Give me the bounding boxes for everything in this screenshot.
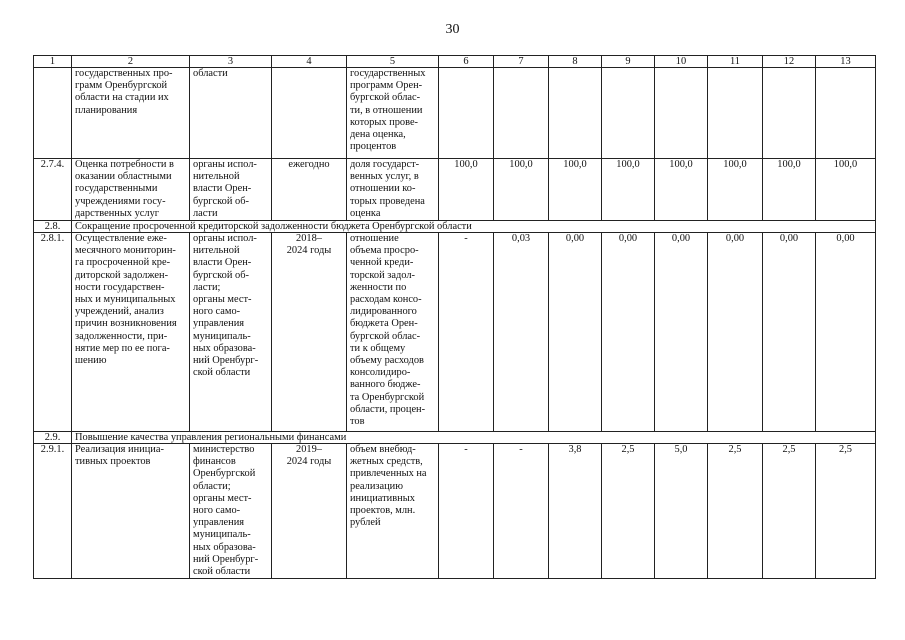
- value-cell: 3,8: [568, 444, 582, 456]
- column-header: 5: [347, 56, 439, 68]
- measures-table: [33, 55, 876, 579]
- value-cell: 0,00: [671, 233, 691, 245]
- value-cell: 100,0: [616, 159, 640, 170]
- value-cell: 2,5: [839, 444, 852, 456]
- value-cell: 2,5: [782, 444, 796, 456]
- column-header: 11: [708, 56, 763, 68]
- term-text: 2018– 2024 годы: [286, 233, 332, 257]
- column-header: 10: [655, 56, 708, 68]
- table-row: [34, 233, 876, 432]
- column-header: 9: [602, 56, 655, 68]
- value-cell: 100,0: [563, 159, 587, 170]
- value-cell: 100,0: [669, 159, 693, 170]
- column-header: 4: [272, 56, 347, 68]
- section-number: 2.8.: [44, 221, 61, 233]
- column-header: 12: [763, 56, 816, 68]
- table-row: [34, 68, 876, 159]
- column-header: 2: [72, 56, 190, 68]
- value-cell: 100,0: [509, 159, 533, 170]
- value-cell: -: [464, 233, 468, 245]
- column-header: 8: [549, 56, 602, 68]
- executor-text: области: [193, 68, 228, 79]
- row-number: 2.9.1.: [40, 444, 65, 456]
- value-cell: 100,0: [454, 159, 478, 170]
- value-cell: 100,0: [723, 159, 747, 170]
- executor-text: министерство финансов Оренбургской области; органы мест- ного само- управления муниципаль- ных образова- ний Оренбург- ской области: [193, 444, 259, 578]
- value-cell: 0,00: [836, 233, 855, 245]
- indicator-text: объем внебюд- жетных средств, привлеченных на реализацию инициативных проектов, млн. рублей: [350, 444, 427, 529]
- indicator-text: отношение объема просро- ченной креди- торской задол- женности по расходам консо- лидированного бюджета Орен- бургской облас- ти к общему объему расходов консолидиро- ванного бюдже- та Оренбургской области, процен- тов: [350, 233, 426, 428]
- column-number-row: [34, 56, 876, 68]
- section-row: [34, 221, 876, 233]
- term-text: ежегодно: [288, 159, 330, 170]
- section-number: 2.9.: [44, 432, 61, 444]
- value-cell: 0,00: [725, 233, 745, 245]
- column-header: 1: [34, 56, 72, 68]
- row-number: 2.8.1.: [40, 233, 65, 245]
- value-cell: 2,5: [728, 444, 742, 456]
- term-text: 2019– 2024 годы: [286, 444, 332, 468]
- value-cell: -: [464, 444, 468, 456]
- section-title: Повышение качества управления региональными финансами: [75, 432, 347, 444]
- value-cell: 0,00: [618, 233, 638, 245]
- page-number: 30: [445, 22, 460, 37]
- value-cell: 5,0: [674, 444, 688, 456]
- column-header: 3: [190, 56, 272, 68]
- value-cell: 0,00: [779, 233, 799, 245]
- activity-text: Оценка потребности в оказании областными государственными учреждениями госу- дарственных услуг: [75, 159, 174, 219]
- activity-text: Реализация инициа- тивных проектов: [75, 444, 164, 468]
- value-cell: 0,00: [565, 233, 585, 245]
- indicator-text: государственных программ Орен- бургской облас- ти, в отношении которых прове- дена оценка, процентов: [350, 68, 426, 153]
- indicator-text: доля государст- венных услуг, в отношении ко- торых проведена оценка: [350, 159, 425, 219]
- value-cell: 2,5: [621, 444, 635, 456]
- section-row: [34, 432, 876, 444]
- column-header: 7: [494, 56, 549, 68]
- table-row: [34, 444, 876, 579]
- value-cell: 0,03: [511, 233, 531, 245]
- executor-text: органы испол- нительной власти Орен- бургской об- ласти; органы мест- ного само- управления муниципаль- ных образова- ний Оренбург- ской области: [193, 233, 259, 379]
- value-cell: 100,0: [777, 159, 801, 170]
- value-cell: 100,0: [833, 159, 858, 170]
- table-row: [34, 159, 876, 221]
- activity-text: Осуществление еже- месячного мониторин- га просроченной кре- диторской задолжен- ности государствен- ных и муниципальных учреждений, анализ причин возникновения задолженности, при- нятие мер по ее пога- шению: [75, 233, 177, 367]
- column-header: 6: [439, 56, 494, 68]
- row-number: 2.7.4.: [40, 159, 65, 170]
- value-cell: -: [519, 444, 523, 456]
- section-title: Сокращение просроченной кредиторской задолженности бюджета Оренбургской области: [75, 221, 472, 233]
- executor-text: органы испол- нительной власти Орен- бургской об- ласти: [193, 159, 257, 219]
- activity-text: государственных про- грамм Оренбургской области на стадии их планирования: [75, 68, 173, 116]
- column-header: 13: [816, 56, 876, 68]
